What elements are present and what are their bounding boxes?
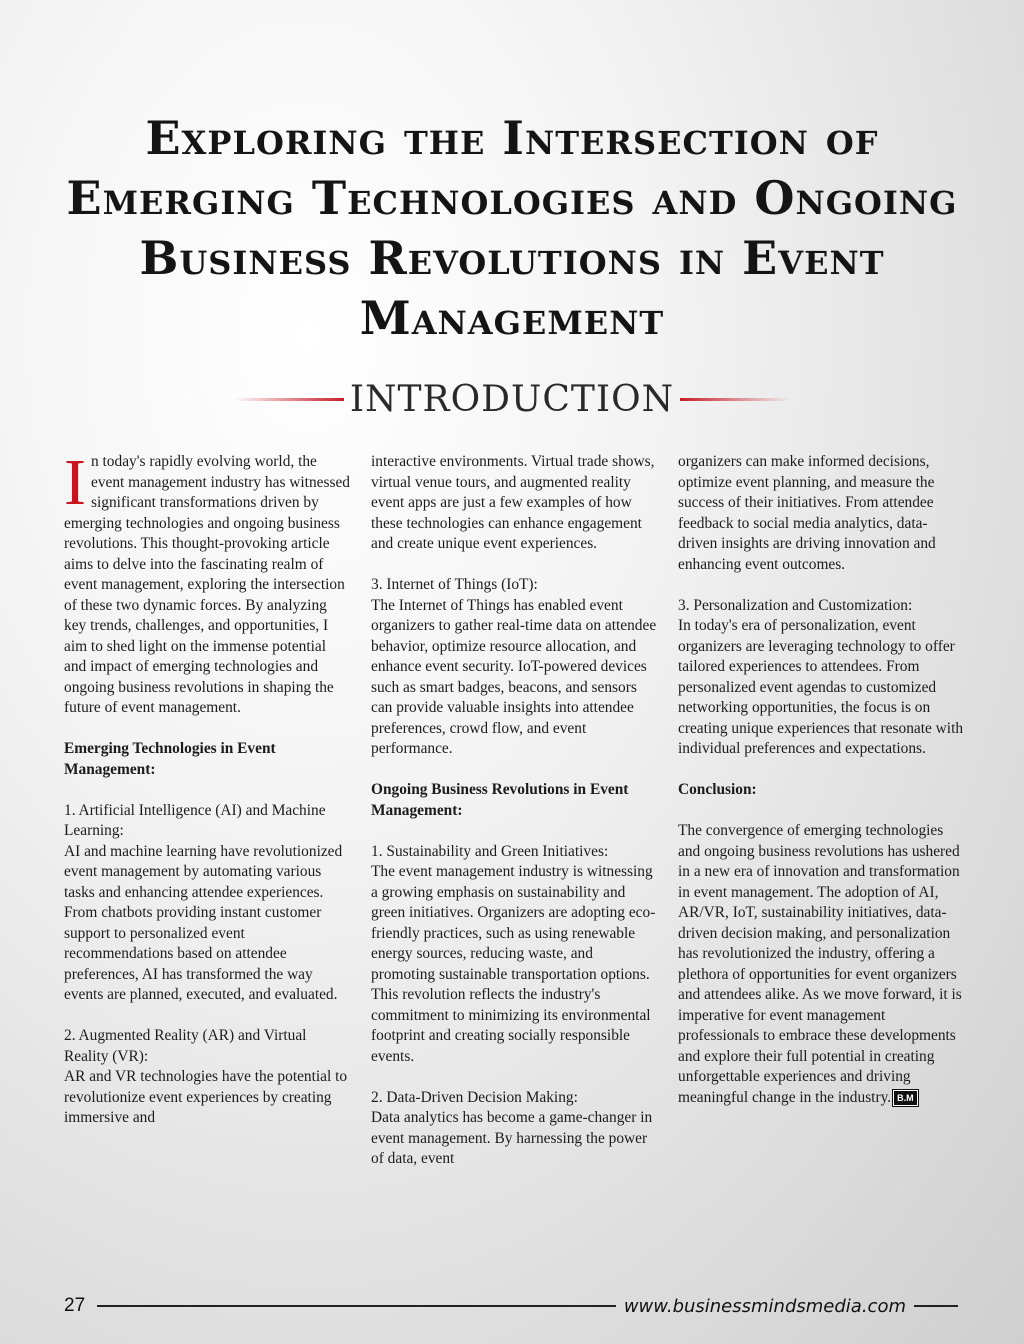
subsection-body: Data analytics has become a game-changer in event management. By harnessing the power of data, event bbox=[371, 1109, 653, 1167]
text-column-2 bbox=[371, 452, 659, 1170]
section-ai-ml bbox=[64, 801, 352, 1006]
heading-business-revolutions bbox=[371, 780, 659, 821]
section-data-driven bbox=[371, 1088, 659, 1170]
continued-paragraph: interactive environments. Virtual trade shows, virtual venue tours, and augmented reality event apps are just a few examples of how these technologies can enhance engagement and create unique event experiences. bbox=[371, 453, 655, 552]
article-title: Exploring the Intersection of Emerging Technologies and Ongoing Business Revolutions in Event Management bbox=[66, 111, 958, 345]
drop-cap: I bbox=[64, 446, 86, 519]
subsection-title: 3. Internet of Things (IoT): bbox=[371, 576, 538, 593]
subsection-body: The event management industry is witnessing a growing emphasis on sustainability and green initiatives. Organizers are adopting eco-friendly practices, such as using renewable energy sources, reducing waste, and promoting sustainable transportation options. This revolution reflects the industry's commitment to minimizing its environmental footprint and creating socially responsible events. bbox=[371, 863, 656, 1065]
section-iot bbox=[371, 575, 659, 760]
heading-text: Ongoing Business Revolutions in Event Management: bbox=[371, 781, 629, 819]
subsection-title: 2. Augmented Reality (AR) and Virtual Reality (VR): bbox=[64, 1027, 307, 1065]
continued-paragraph: organizers can make informed decisions, optimize event planning, and measure the success of their initiatives. From attendee feedback to social media analytics, data-driven insights are driving innovation and enhancing event outcomes. bbox=[678, 453, 936, 573]
intro-paragraph bbox=[64, 446, 352, 719]
subsection-title: 1. Artificial Intelligence (AI) and Machine Learning: bbox=[64, 801, 326, 839]
heading-emerging-technologies bbox=[64, 739, 352, 780]
section-header bbox=[0, 374, 1024, 424]
footer-rule-end bbox=[914, 1305, 958, 1307]
subsection-body: AI and machine learning have revolutionized event management by automating various tasks and enhancing attendee experiences. From chatbots providing instant customer support to personalized event recommendations based on attendee preferences, AI has transformed the way events are planned, executed, and evaluated. bbox=[64, 842, 343, 1003]
text-column-3 bbox=[678, 452, 966, 1108]
section-personalization bbox=[678, 596, 966, 760]
subsection-title: 1. Sustainability and Green Initiatives: bbox=[371, 842, 609, 860]
text-column-1 bbox=[64, 446, 352, 1129]
intro-text: n today's rapidly evolving world, the event management industry has witnessed significant transformations driven by emerging technologies and ongoing business revolutions. This thought-provoking article aims to delve into the fascinating realm of event management, exploring the intersection of these two dynamic forces. By analyzing key trends, challenges, and opportunities, I aim to shed light on the immense potential and impact of emerging technologies and ongoing business revolutions in shaping the future of event management. bbox=[64, 453, 350, 716]
subsection-body: AR and VR technologies have the potential to revolutionize event experiences by creating immersive and bbox=[64, 1068, 348, 1126]
heading-conclusion bbox=[678, 780, 966, 801]
page-footer bbox=[64, 1292, 958, 1320]
page-number: 27 bbox=[64, 1295, 86, 1316]
heading-text: Emerging Technologies in Event Management: bbox=[64, 740, 276, 778]
section-ar-vr bbox=[64, 1026, 352, 1129]
section-rule-right bbox=[680, 398, 790, 401]
conclusion-text: The convergence of emerging technologies and ongoing business revolutions has ushered in a new era of innovation and transformation in event management. The adoption of AI, AR/VR, IoT, sustainability initiatives, data-driven decision making, and personalization has revolutionized the industry, offering a plethora of opportunities for event organizers and attendees alike. As we move forward, it is imperative for event management professionals to embrace these developments and explore their full potential in creating unforgettable experiences and driving meaningful change in the industry. bbox=[678, 822, 962, 1106]
subsection-body: In today's era of personalization, event organizers are leveraging technology to offer tailored experiences to attendees. From personalized event agendas to customized networking opportunities, the focus is on creating unique experiences that resonate with individual preferences and expectations. bbox=[678, 617, 964, 757]
subsection-title: 2. Data-Driven Decision Making: bbox=[371, 1088, 578, 1106]
heading-text: Conclusion: bbox=[678, 781, 757, 798]
subsection-body: The Internet of Things has enabled event organizers to gather real-time data on attendee behavior, optimize resource allocation, and enhance event security. IoT-powered devices such as smart badges, beacons, and sensors can provide valuable insights into attendee preferences, crowd flow, and event performance. bbox=[371, 596, 657, 757]
section-title: INTRODUCTION bbox=[349, 378, 675, 420]
footer-rule bbox=[97, 1305, 616, 1307]
conclusion-paragraph bbox=[678, 821, 966, 1108]
section-sustainability bbox=[371, 842, 659, 1068]
website-link[interactable]: www.businessmindsmedia.com bbox=[623, 1295, 906, 1317]
end-mark-logo-icon: B.M bbox=[893, 1090, 918, 1106]
subsection-title: 3. Personalization and Customization: bbox=[678, 596, 913, 614]
section-rule-left bbox=[234, 398, 344, 401]
